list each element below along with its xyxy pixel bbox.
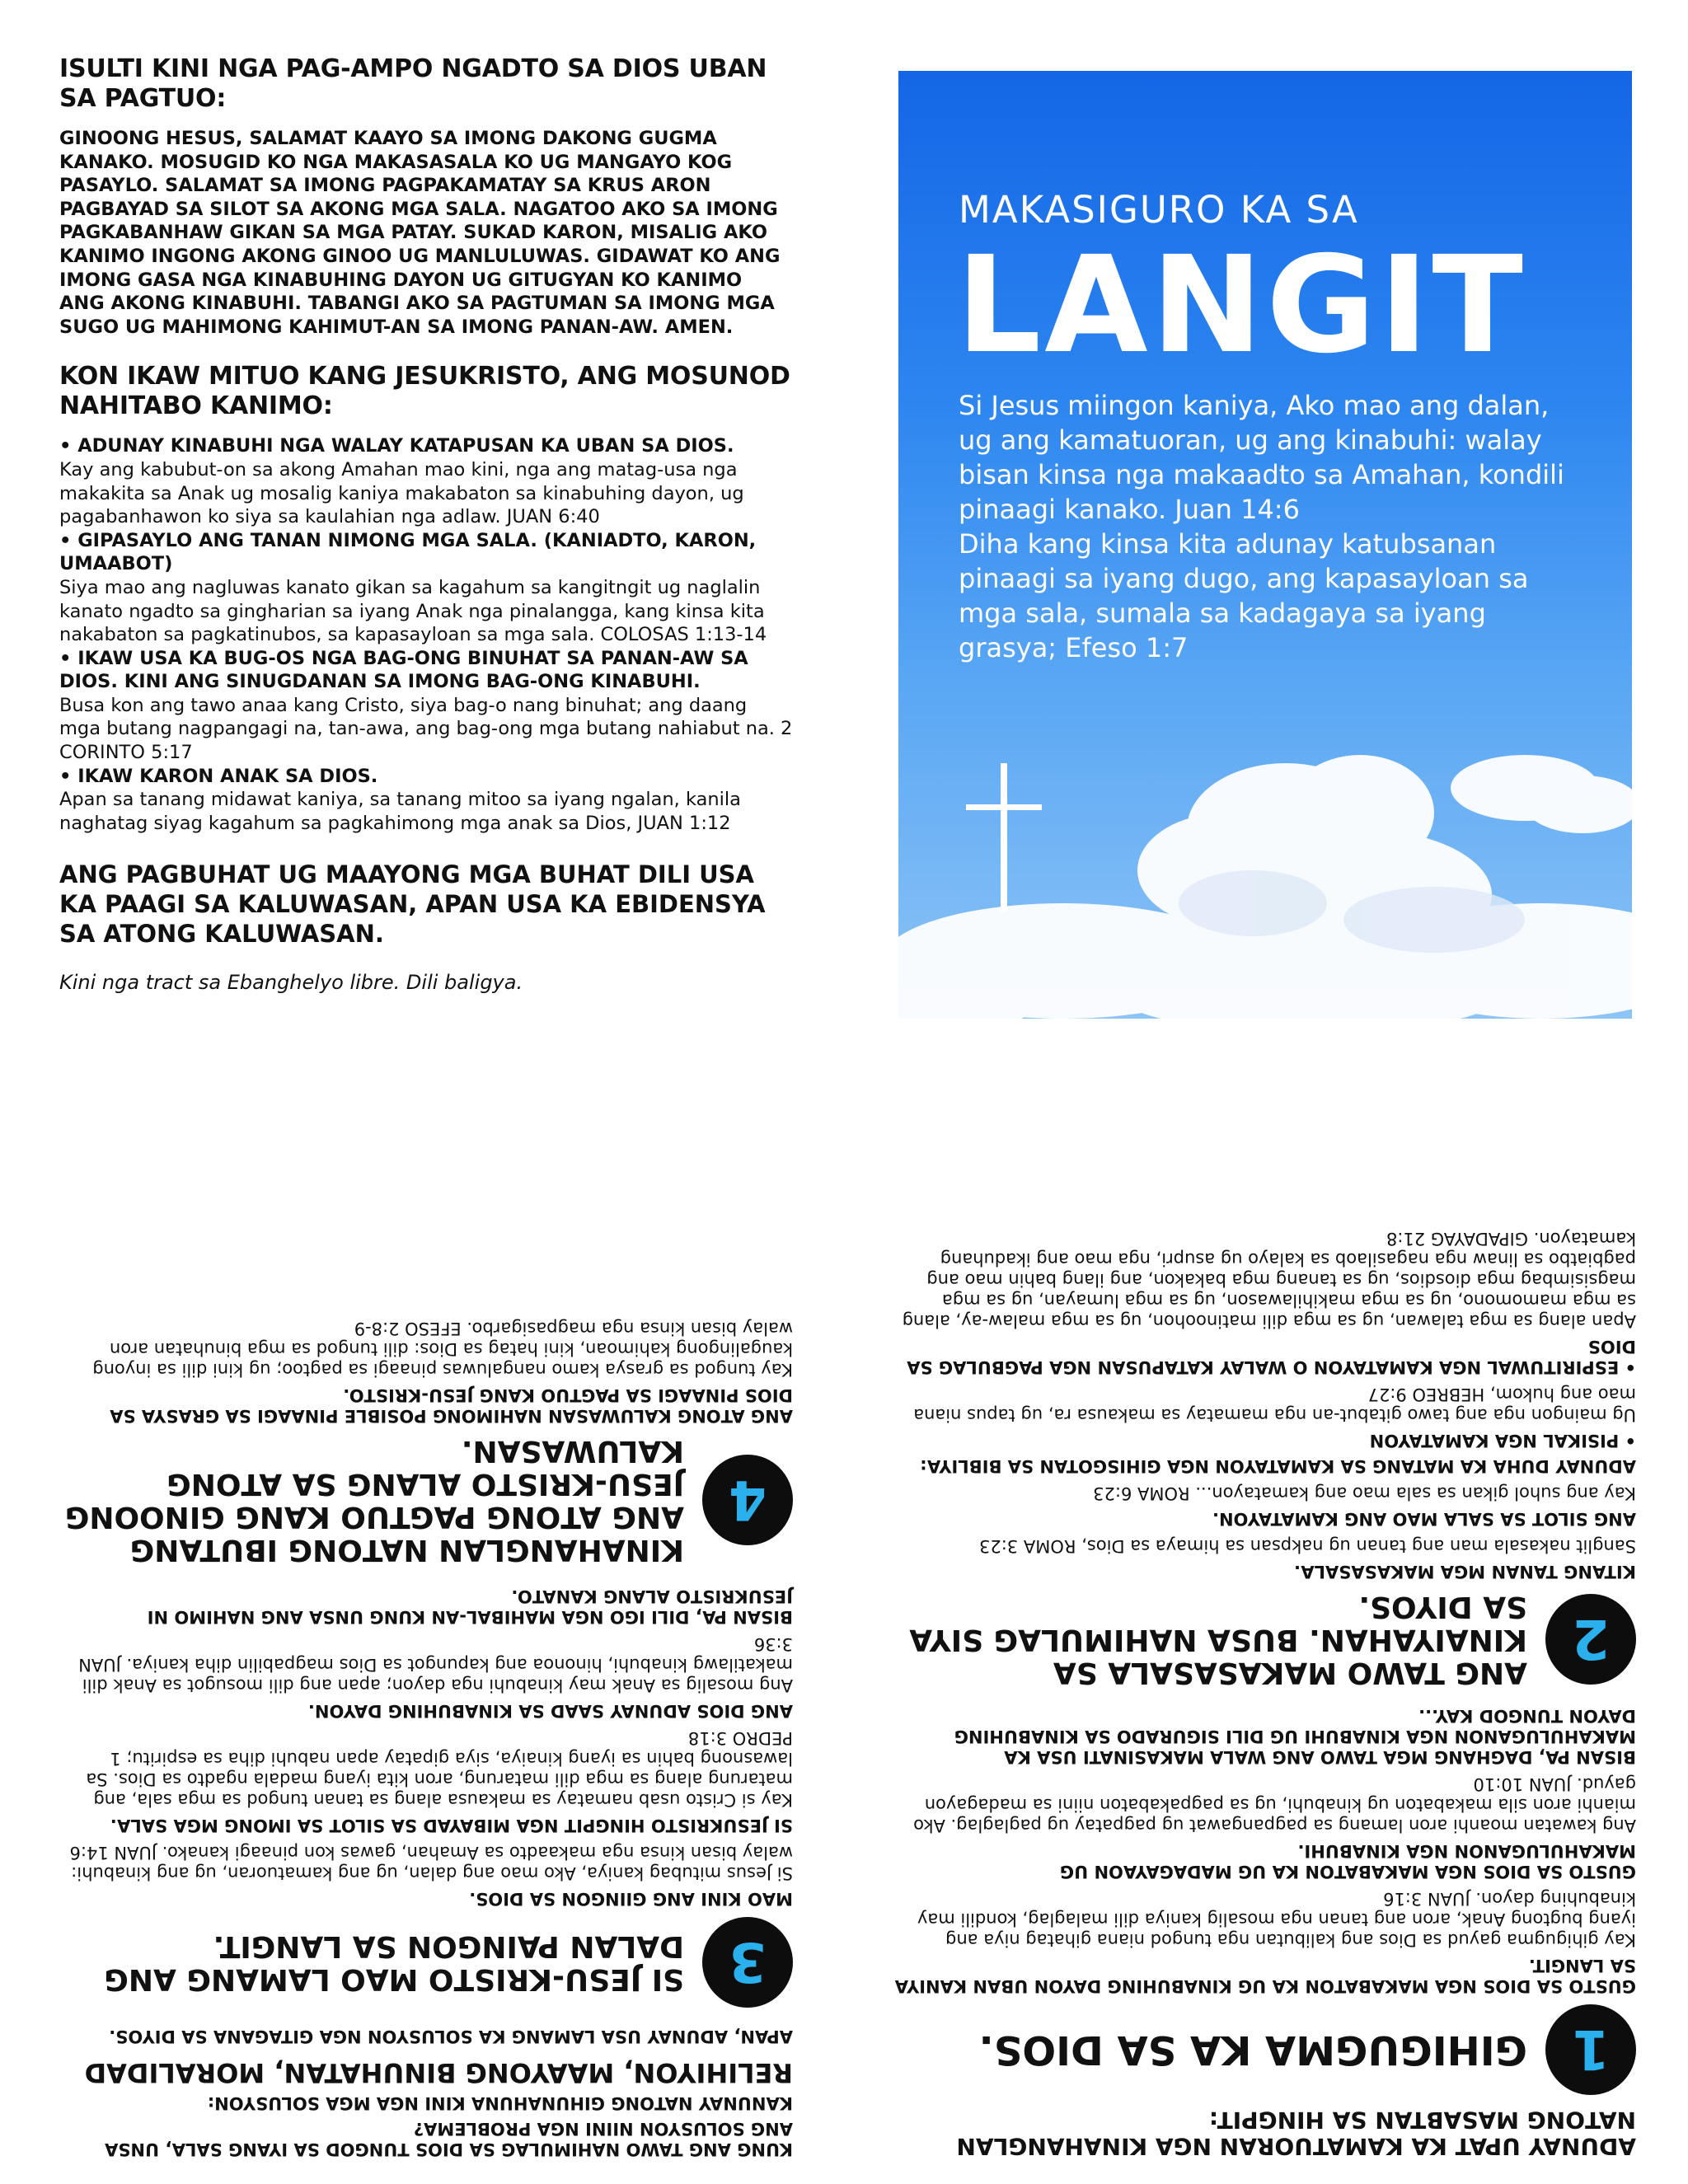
cover-title: LANGIT	[956, 228, 1526, 383]
section-text: Si Jesus mitubag kaniya, Ako mao ang dalan, ug ang kamatuoran, ug ang kinabuhi: walay bisan kinsa nga makaadto sa Amahan, gawas kon pinaagi kanako. JUAN 14:6	[69, 1843, 793, 1883]
section-subhead: ADUNAY DUHA KA MATANG SA KAMATAYON NGA GIHISGOTAN SA BIBLIYA:	[920, 1456, 1636, 1476]
list-item-head: • GIPASAYLO ANG TANAN NIMONG MGA SALA. (KANIADTO, KARON, UMAABOT)	[59, 529, 757, 575]
section-number-badge: 1	[1545, 2004, 1636, 2095]
section-text: Kay gihigugma gayud sa Dios ang kalibutan nga tungod niana gihatag niya ang iyang bugtong Anak, aron ang tanan nga mosalig kaniya dili malaglag, kondili may kinabuhing dayon. JUAN 3:16	[917, 1889, 1636, 1950]
list-item-head: • IKAW KARON ANAK SA DIOS.	[59, 765, 378, 787]
intro-question: KUNG ANG TAWO NAHIMULAG SA DIOS TUNGOD SA IYANG SALA, UNSA ANG SOLUSYON NIINI NGA PROBLEMA?	[105, 2119, 793, 2159]
section-subhead: BISAN PA, DAGHANG MGA TAWO ANG WALA MAKASINATI USA KA MAKAHULUGANON NGA KINABUHI UG DILI SIGURADO SA KINABUHING DAYON TUNGOD KAY...	[954, 1706, 1636, 1767]
section-subhead: ANG SILOT SA SALA MAO ANG KAMATAYON.	[1212, 1509, 1636, 1529]
section-number-badge: 4	[702, 1455, 793, 1545]
section-2-header	[894, 1590, 1636, 1689]
section-subhead: • ESPIRITUWAL NGA KAMATAYON O WALAY KATAPUSAN NGA PAGBULAG SA DIOS	[907, 1337, 1636, 1377]
section-subhead: GUSTO SA DIOS NGA MAKABATON KA UG KINABUHING DAYON UBAN KANIYA SA LANGIT.	[894, 1956, 1636, 1996]
section-text: Kay tungod sa grasya kamo nangaluwas pinaagi sa pagtoo; ug kini dili sa inyong kaugalingong kahimoan, kini hatag sa Dios: dili tungod sa mga binuhatan aron walay bisan kinsa nga magpasigarbo. EFESO 2:8-9	[92, 1319, 793, 1380]
section-4-header	[59, 1434, 793, 1566]
section-subhead: BISAN PA, DILI IGO NGA MAHIBAL-AN KUNG UNSA ANG NAHIMO NI JESUKRISTO ALANG KANATO.	[147, 1586, 793, 1627]
list-item-text: Busa kon ang tawo anaa kang Cristo, siya bag-o nang binuhat; ang daang mga butang nagpangagi na, tan-awa, ang bag-ong mga butang nahiabut na. 2 CORINTO 5:17	[59, 694, 793, 764]
list-item	[59, 647, 793, 765]
section-text: Sanglit nakasala man ang tanan ug nakpsan sa himaya sa Dios, ROMA 3:23	[979, 1536, 1636, 1556]
section-subhead: ANG ATONG KALUWASAN NAHIMONG POSIBLE PINAAGI SA GRASYA SA DIOS PINAAGI SA PAGTUO KANG JESU-KRISTO.	[110, 1385, 793, 1426]
intro-solutions-label: KANUNAY NATONG GIHUNAHUNA KINI NGA MGA SOLUSYON:	[207, 2093, 793, 2113]
footer-note: Kini nga tract sa Ebanghelyo libre. Dili baligya.	[59, 971, 523, 995]
section-subhead: SI JESUKRISTO HINGPIT NGA MIBAYAD SA SILOT SA IMONG MGA SALA.	[110, 1816, 793, 1835]
works-heading: ANG PAGBUHAT UG MAAYONG MGA BUHAT DILI USA KA PAAGI SA KALUWASAN, APAN USA KA EBIDENSYA SA ATONG KALUWASAN.	[59, 860, 766, 949]
section-number-badge: 3	[702, 1917, 793, 2008]
section-number-badge: 2	[1545, 1594, 1636, 1685]
section-subhead: ANG DIOS ADUNAY SAAD SA KINABUHING DAYON.	[307, 1701, 793, 1721]
list-item	[59, 529, 793, 647]
section-text: Ang kawatan moanhi aron lamang sa pagpangawat ug pagpatay ug paglaglag. Ako mianhi aron sila makabaton ug kinabuhi, ug sa pagpakabaton niini sa madagayon gayud. JUAN 10:10	[913, 1774, 1636, 1835]
cover-verses	[959, 388, 1585, 665]
section-subhead: • PISIKAL NGA KAMATAYON	[1369, 1431, 1636, 1451]
prayer-heading: ISULTI KINI NGA PAG-AMPO NGADTO SA DIOS UBAN SA PAGTUO:	[59, 54, 767, 113]
cover-verse-2: Diha kang kinsa kita adunay katubsanan pinaagi sa iyang dugo, ang kapasayloan sa mga sala, sumala sa kadagaya sa iyang grasya; Efeso 1:7	[959, 528, 1529, 663]
section-text: Kay ang suhol gikan sa sala mao ang kamatayon... ROMA 6:23	[1093, 1483, 1636, 1503]
list-item	[59, 434, 793, 528]
intro-heading: ADUNAY UPAT KA KAMATUORAN NGA KINAHANGLAN NATONG MASABTAN SA HINGPIT:	[956, 2107, 1636, 2160]
section-text: Apan alang sa mga talawan, ug sa mga dili matinoohon, ug sa mga malaw-ay, alang sa mga mamomono, ug sa mga makihilawason, ug sa mga lumayan, ug sa mga magsisimbag mga diosdios, ug sa tanang mga bakakon, ang ilang bahin mao ang pagbiatbo sa linaw nga nagasilaob sa kalayo ug asupri, nga mao ang ikaduhang kamatayon. GIPADAYAG 21:8	[902, 1229, 1636, 1331]
section-subhead: KITANG TANAN MGA MAKASASALA.	[1294, 1562, 1636, 1582]
section-title: KINAHANGLAN NATONG IBUTANG ANG ATONG PAGTUO KANG GINOONG JESU-KRISTO ALANG SA ATONG KALUWASAN.	[64, 1434, 684, 1567]
inner-right-panel	[894, 1150, 1636, 2159]
list-item	[59, 765, 793, 836]
cover-verse-1: Si Jesus miingon kaniya, Ako mao ang dalan, ug ang kamatuoran, ug ang kinabuhi: walay bisan kinsa nga makaadto sa Amahan, kondili pinaagi kanako. Juan 14:6	[959, 390, 1564, 525]
list-item-head: • IKAW USA KA BUG-OS NGA BAG-ONG BINUHAT SA PANAN-AW SA DIOS. KINI ANG SINUGDANAN SA IMONG BAG-ONG KINABUHI.	[59, 647, 748, 693]
section-1-header	[894, 2004, 1636, 2095]
list-item-head: • ADUNAY KINABUHI NGA WALAY KATAPUSAN KA UBAN SA DIOS.	[59, 435, 734, 457]
list-item-text: Apan sa tanang midawat kaniya, sa tanang mitoo sa iyang ngalan, kanila naghatag siyag kagahum sa pagkahimong mga anak sa Dios, JUAN 1:12	[59, 789, 741, 834]
list-item-text: Siya mao ang nagluwas kanato gikan sa kagahum sa kangitngit ug naglalin kanato ngadto sa gingharian sa iyang Anak nga pinalangga, kang kinsa kita nakabaton sa pagkatinubos, sa kapasayloan sa mga sala. COLOSAS 1:13-14	[59, 576, 767, 646]
cross-icon	[964, 763, 1047, 912]
intro-answer: APAN, ADUNAY USA LAMANG KA SOLUSYON NGA GITAGANA SA DIYOS.	[109, 2027, 793, 2046]
section-text: Ug maingon nga ang tawo gitabut-an nga mamatay sa makausa ra, ug tapus niana mao ang hukom, HEBREO 9:27	[913, 1385, 1636, 1425]
inner-left-panel	[59, 1150, 793, 2159]
section-subhead: GUSTO SA DIOS NGA MAKABATON KA UG MADAGAYAON UG MAKAHULUGANON NGA KINABUHI.	[1059, 1841, 1636, 1882]
section-title: GIHIGUGMA KA SA DIOS.	[978, 2027, 1527, 2073]
results-list	[59, 434, 793, 835]
section-text: Ang mosalig sa Anak may kinabuhi nga dayon; apan ang dili mosugot sa Anak dili makatilawg kinabuhi, hinonoa ang kapungot sa Dios magpabilin diha kaniya. JUAN 3:36	[78, 1634, 793, 1695]
cover-panel	[898, 71, 1632, 1019]
section-title: SI JESU-KRISTO MAO LAMANG ANG DALAN PAINGON SA LANGIT.	[104, 1929, 684, 1996]
section-title: ANG TAWO MAKASASALA SA KINAIYAHAN. BUSA NAHIMULAG SIYA SA DIYOS.	[909, 1590, 1527, 1690]
list-item-text: Kay ang kabubut-on sa akong Amahan mao kini, nga ang matag-usa nga makakita sa Anak ug mosalig kaniya makabaton sa kinabuhing dayon, ug pagabanhawon ko siya sa kaulahian nga adlaw. JUAN 6:40	[59, 458, 744, 528]
prayer-text: GINOONG HESUS, SALAMAT KAAYO SA IMONG DAKONG GUGMA KANAKO. MOSUGID KO NGA MAKASASALA KO UG MANGAYO KOG PASAYLO. SALAMAT SA IMONG PAGPAKAMATAY SA KRUS ARON PAGBAYAD SA SILOT SA AKONG MGA SALA. NAGATOO AKO SA IMONG PAGKABANHAW GIKAN SA MGA PATAY. SUKAD KARON, MISALIG AKO KANIMO INGONG AKONG GINOO UG MANLULUWAS. GIDAWAT KO ANG IMONG GASA NGA KINABUHING DAYON UG GITUGYAN KO KANIMO ANG AKONG KINABUHI. TABANGI AKO SA PAGTUMAN SA IMONG MGA SUGO UG MAHIMONG KAHIMUT-AN SA IMONG PANAN-AW. AMEN.	[59, 128, 781, 338]
section-3-header	[59, 1917, 793, 2008]
cover-subtitle: MAKASIGURO KA SA	[959, 188, 1359, 232]
intro-solutions: RELIHIYON, MAAYONG BINUHATAN, MORALIDAD	[84, 2057, 793, 2088]
results-heading: KON IKAW MITUO KANG JESUKRISTO, ANG MOSUNOD NAHITABO KANIMO:	[59, 362, 790, 421]
prayer-panel	[59, 54, 793, 995]
section-subhead: MAO KINI ANG GIINGON SA DIOS.	[469, 1889, 793, 1909]
section-text: Kay si Cristo usab namatay sa makausa alang sa tanan tungod sa mga sala, ang matarung alang sa mga dili matarung, aron kita iyang madala ngadto sa Dios. Sa lawasnong bahin sa iyang kinaiya, siya gipatay apan nabuhi diha sa espiritu; 1 PEDRO 3:18	[86, 1728, 793, 1810]
